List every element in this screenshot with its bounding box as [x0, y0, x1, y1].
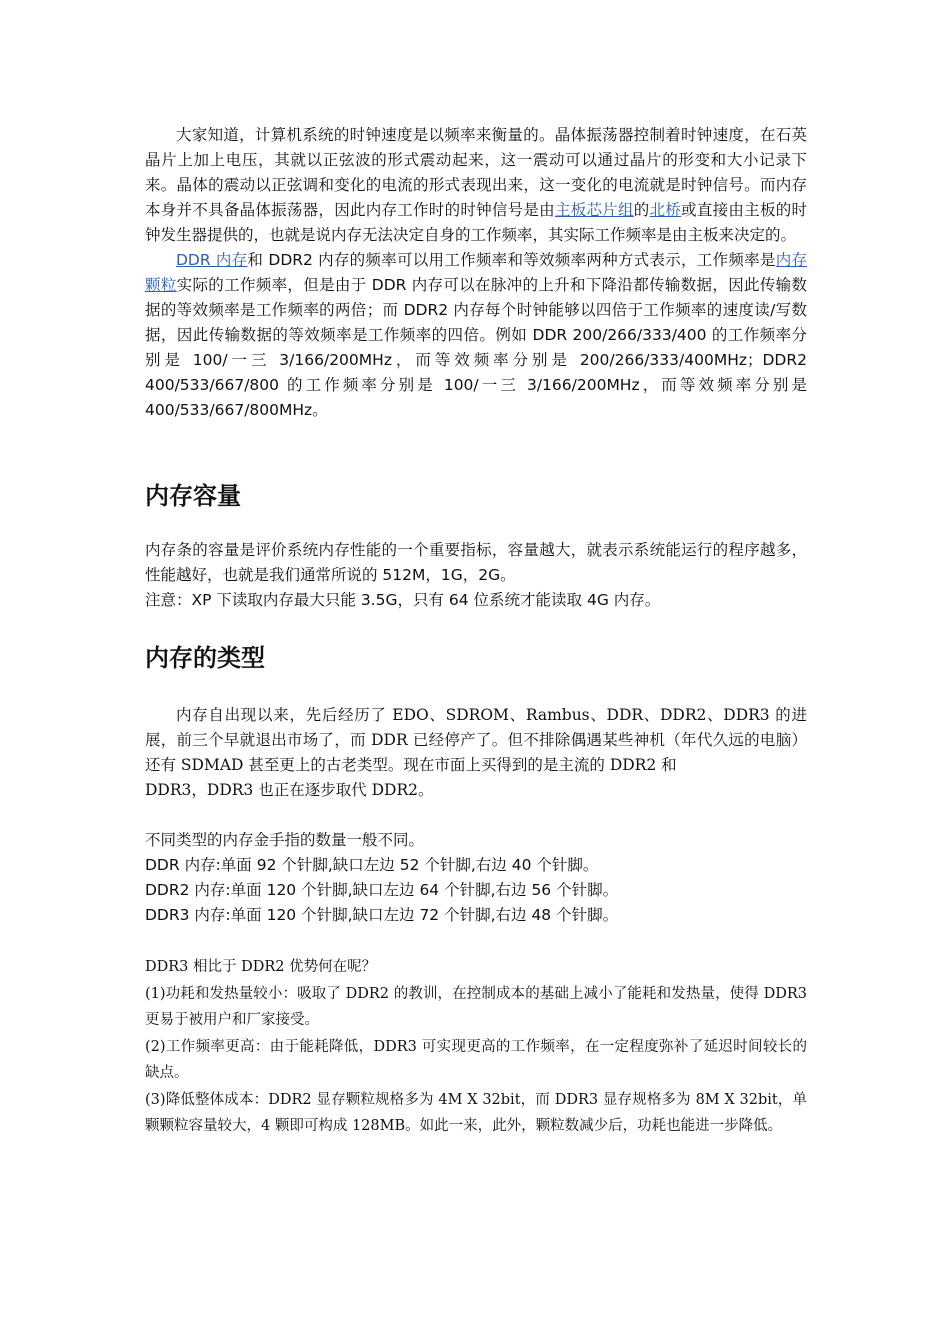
paragraph-types-intro-cont: DDR3，DDR3 也正在逐步取代 DDR2。 — [145, 781, 434, 799]
link-memory-chip[interactable]: 内存颗粒 — [145, 251, 807, 294]
text: 或直接由主板的时钟发生器提供的，也就是说内存无法决定自身的工作频率，其实际工作频率是由主板来决定的。 — [145, 201, 807, 244]
text: 和 DDR2 内存的频率可以用工作频率和等效频率两种方式表示，工作频率是 — [247, 251, 776, 269]
link-motherboard-chipset[interactable]: 主板芯片组 — [554, 201, 634, 219]
paragraph-clock-speed — [145, 123, 807, 248]
paragraph-advantage-3: (3)降低整体成本：DDR2 显存颗粒规格多为 4M X 32bit，而 DDR3 显存规格多为 8M X 32bit，单颗颗粒容量较大，4 颗即可构成 128MB。如此一来，此外，颗粒数减少后，功耗也能进一步降低。 — [145, 1091, 807, 1134]
paragraph-advantage-1: (1)功耗和发热量较小：吸取了 DDR2 的教训，在控制成本的基础上减小了能耗和发热量，使得 DDR3 更易于被用户和厂家接受。 — [145, 985, 807, 1028]
paragraph-pins-ddr: DDR 内存:单面 92 个针脚,缺口左边 52 个针脚,右边 40 个针脚。 — [145, 856, 599, 874]
text: 实际的工作频率，但是由于 DDR 内存可以在脉冲的上升和下降沿都传输数据，因此传输数据的等效频率是工作频率的两倍；而 DDR2 内存每个时钟能够以四倍于工作频率的速度读/写数据，因此传输数据的等效频率是工作频率的四倍。例如 DDR 200/266/333/400 的工作频率分别是 100/一三 3/166/200MHz，而等效频率分别是 200/266/333/400MHz；DDR2 400/533/667/800 的工作频率分别是 100/一三 3/166/200MHz，而等效频率分别是 400/533/667/800MHz。 — [145, 276, 807, 419]
link-northbridge[interactable]: 北桥 — [649, 201, 682, 219]
heading-memory-capacity: 内存容量 — [145, 482, 241, 510]
text: 的 — [633, 201, 650, 219]
paragraph-advantage-2: (2)工作频率更高：由于能耗降低，DDR3 可实现更高的工作频率，在一定程度弥补了延迟时间较长的缺点。 — [145, 1038, 807, 1081]
document-page — [145, 123, 807, 1140]
heading-memory-types: 内存的类型 — [145, 644, 265, 672]
paragraph-pins-ddr2: DDR2 内存:单面 120 个针脚,缺口左边 64 个针脚,右边 56 个针脚。 — [145, 881, 619, 899]
paragraph-pins-intro: 不同类型的内存金手指的数量一般不同。 — [145, 831, 425, 849]
text: 大家知道，计算机系统的时钟速度是以频率来衡量的。晶体振荡器控制着时钟速度，在石英晶片上加上电压，其就以正弦波的形式震动起来，这一震动可以通过晶片的形变和大小记录下来。晶体的震动以正弦调和变化的电流的形式表现出来，这一变化的电流就是时钟信号。而内存本身并不具备晶体振荡器，因此内存工作时的时钟信号是由 — [145, 126, 807, 219]
paragraph-capacity-note: 注意：XP 下读取内存最大只能 3.5G，只有 64 位系统才能读取 4G 内存。 — [145, 591, 661, 609]
paragraph-frequency — [145, 248, 807, 423]
link-ddr-memory[interactable]: DDR 内存 — [176, 251, 248, 269]
paragraph-types-intro: 内存自出现以来，先后经历了 EDO、SDROM、Rambus、DDR、DDR2、DDR3 的进展，前三个早就退出市场了，而 DDR 已经停产了。但不排除偶遇某些神机（年代久远的电脑）还有 SDMAD 甚至更上的古老类型。现在市面上买得到的是主流的 DDR2 和 — [145, 706, 807, 774]
paragraph-pins-ddr3: DDR3 内存:单面 120 个针脚,缺口左边 72 个针脚,右边 48 个针脚。 — [145, 906, 619, 924]
paragraph-capacity: 内存条的容量是评价系统内存性能的一个重要指标，容量越大，就表示系统能运行的程序越多，性能越好，也就是我们通常所说的 512M，1G，2G。 — [145, 541, 807, 584]
paragraph-ddr3-question: DDR3 相比于 DDR2 优势何在呢？ — [145, 959, 377, 975]
